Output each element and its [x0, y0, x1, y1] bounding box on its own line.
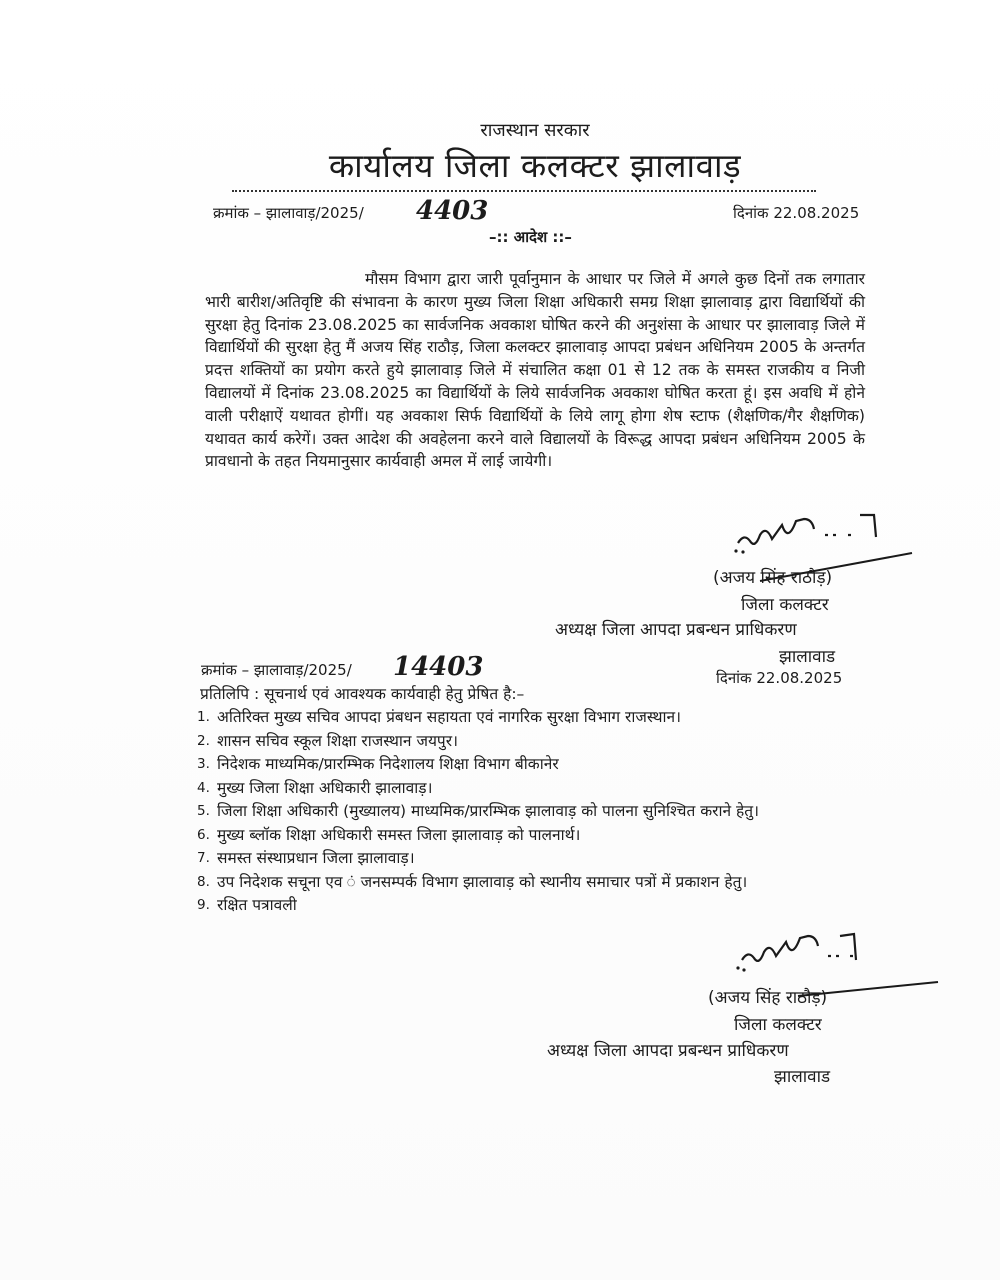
signatory-place: झालावाड — [774, 1067, 831, 1087]
signatory-designation: जिला कलक्टर — [734, 1015, 822, 1035]
signatory-designation: जिला कलक्टर — [741, 595, 829, 615]
distribution-list — [197, 706, 857, 918]
list-item: 7. समस्त संस्थाप्रधान जिला झालावाड़। — [197, 849, 415, 867]
list-item: 4. मुख्य जिला शिक्षा अधिकारी झालावाड़। — [197, 778, 433, 797]
order-reference: क्रमांक – झालावाड़/2025/ — [213, 204, 364, 222]
list-item: 8. उप निदेशक सचूना एव ं जनसम्पर्क विभाग झालावाड़ को स्थानीय समाचार पत्रों में प्रकाशन हेतु। — [197, 872, 748, 891]
list-item: 1. अतिरिक्त मुख्य सचिव आपदा प्रंबधन सहायता एवं नागरिक सुरक्षा विभाग राजस्थान। — [197, 708, 681, 726]
copy-number-handwritten: 14403 — [393, 652, 484, 682]
copy-intro: प्रतिलिपि : सूचनार्थ एवं आवश्यक कार्यवाही हेतु प्रेषित है:– — [200, 685, 525, 703]
header-divider — [232, 190, 816, 192]
copy-date: दिनांक 22.08.2025 — [716, 669, 843, 687]
order-body: मौसम विभाग द्वारा जारी पूर्वानुमान के आधार पर जिले में अगले कुछ दिनों तक लगातार भारी बारीश/अतिवृष्टि की संभावना के कारण मुख्य जिला शिक्षा अधिकारी समग्र शिक्षा झालावाड़ द्वारा विद्यार्थियों की सुरक्षा हेतु दिनांक 23.08.2025 का सार्वजनिक अवकाश घोषित करने की अनुशंसा के आधार पर झालावाड़ जिले में विद्यार्थियों की सुरक्षा हेतु मैं अजय सिंह राठौड़, जिला कलक्टर झालावाड़ आपदा प्रबंधन अधिनियम 2005 के अन्तर्गत प्रदत्त शक्तियों का प्रयोग करते हुये झालावाड़ जिले में संचालित कक्षा 01 से 12 तक के समस्त राजकीय व निजी विद्यालयों में दिनांक 23.08.2025 का विद्यार्थियों के लिये सार्वजनिक अवकाश घोषित करता हूं। इस अवधि में होने वाली परीक्षाऐं यथावत होगीं। यह अवकाश सिर्फ विद्यार्थियों के लिये लागू होगा शेष स्टाफ (शैक्षणिक/गैर शैक्षणिक) यथावत कार्य करेगें। उक्त आदेश की अवहेलना करने वाले विद्यालयों के विरूद्ध आपदा प्रबंधन अधिनियम 2005 के प्रावधानो के तहत नियमानुसार कार्यवाही अमल में लाई जायेगी। — [205, 270, 865, 471]
signatory-role: अध्यक्ष जिला आपदा प्रबन्धन प्राधिकरण — [547, 1041, 789, 1061]
signatory-name: (अजय सिंह राठौड़) — [708, 988, 828, 1008]
list-item: 3. निदेशक माध्यमिक/प्रारम्भिक निदेशालय शिक्षा विभाग बीकानेर — [197, 755, 559, 773]
office-heading: कार्यालय जिला कलक्टर झालावाड़ — [328, 146, 742, 185]
signatory-name: (अजय सिंह राठौड़) — [713, 568, 833, 588]
list-item: 2. शासन सचिव स्कूल शिक्षा राजस्थान जयपुर। — [197, 731, 458, 750]
order-number-handwritten: 4403 — [416, 196, 489, 226]
order-title: –:: आदेश ::– — [489, 228, 572, 246]
list-item: 5. जिला शिक्षा अधिकारी (मुख्यालय) माध्यमिक/प्रारम्भिक झालावाड़ को पालना सुनिश्चित कराने हेतु। — [197, 802, 759, 820]
copy-reference: क्रमांक – झालावाड़/2025/ — [201, 661, 352, 679]
government-heading: राजस्थान सरकार — [480, 120, 590, 141]
signatory-role: अध्यक्ष जिला आपदा प्रबन्धन प्राधिकरण — [555, 620, 797, 640]
list-item: 9. रक्षित पत्रावली — [197, 896, 297, 914]
order-date: दिनांक 22.08.2025 — [733, 204, 860, 222]
list-item: 6. मुख्य ब्लॉक शिक्षा अधिकारी समस्त जिला झालावाड़ को पालनार्थ। — [197, 825, 581, 844]
signatory-place: झालावाड — [779, 647, 836, 667]
